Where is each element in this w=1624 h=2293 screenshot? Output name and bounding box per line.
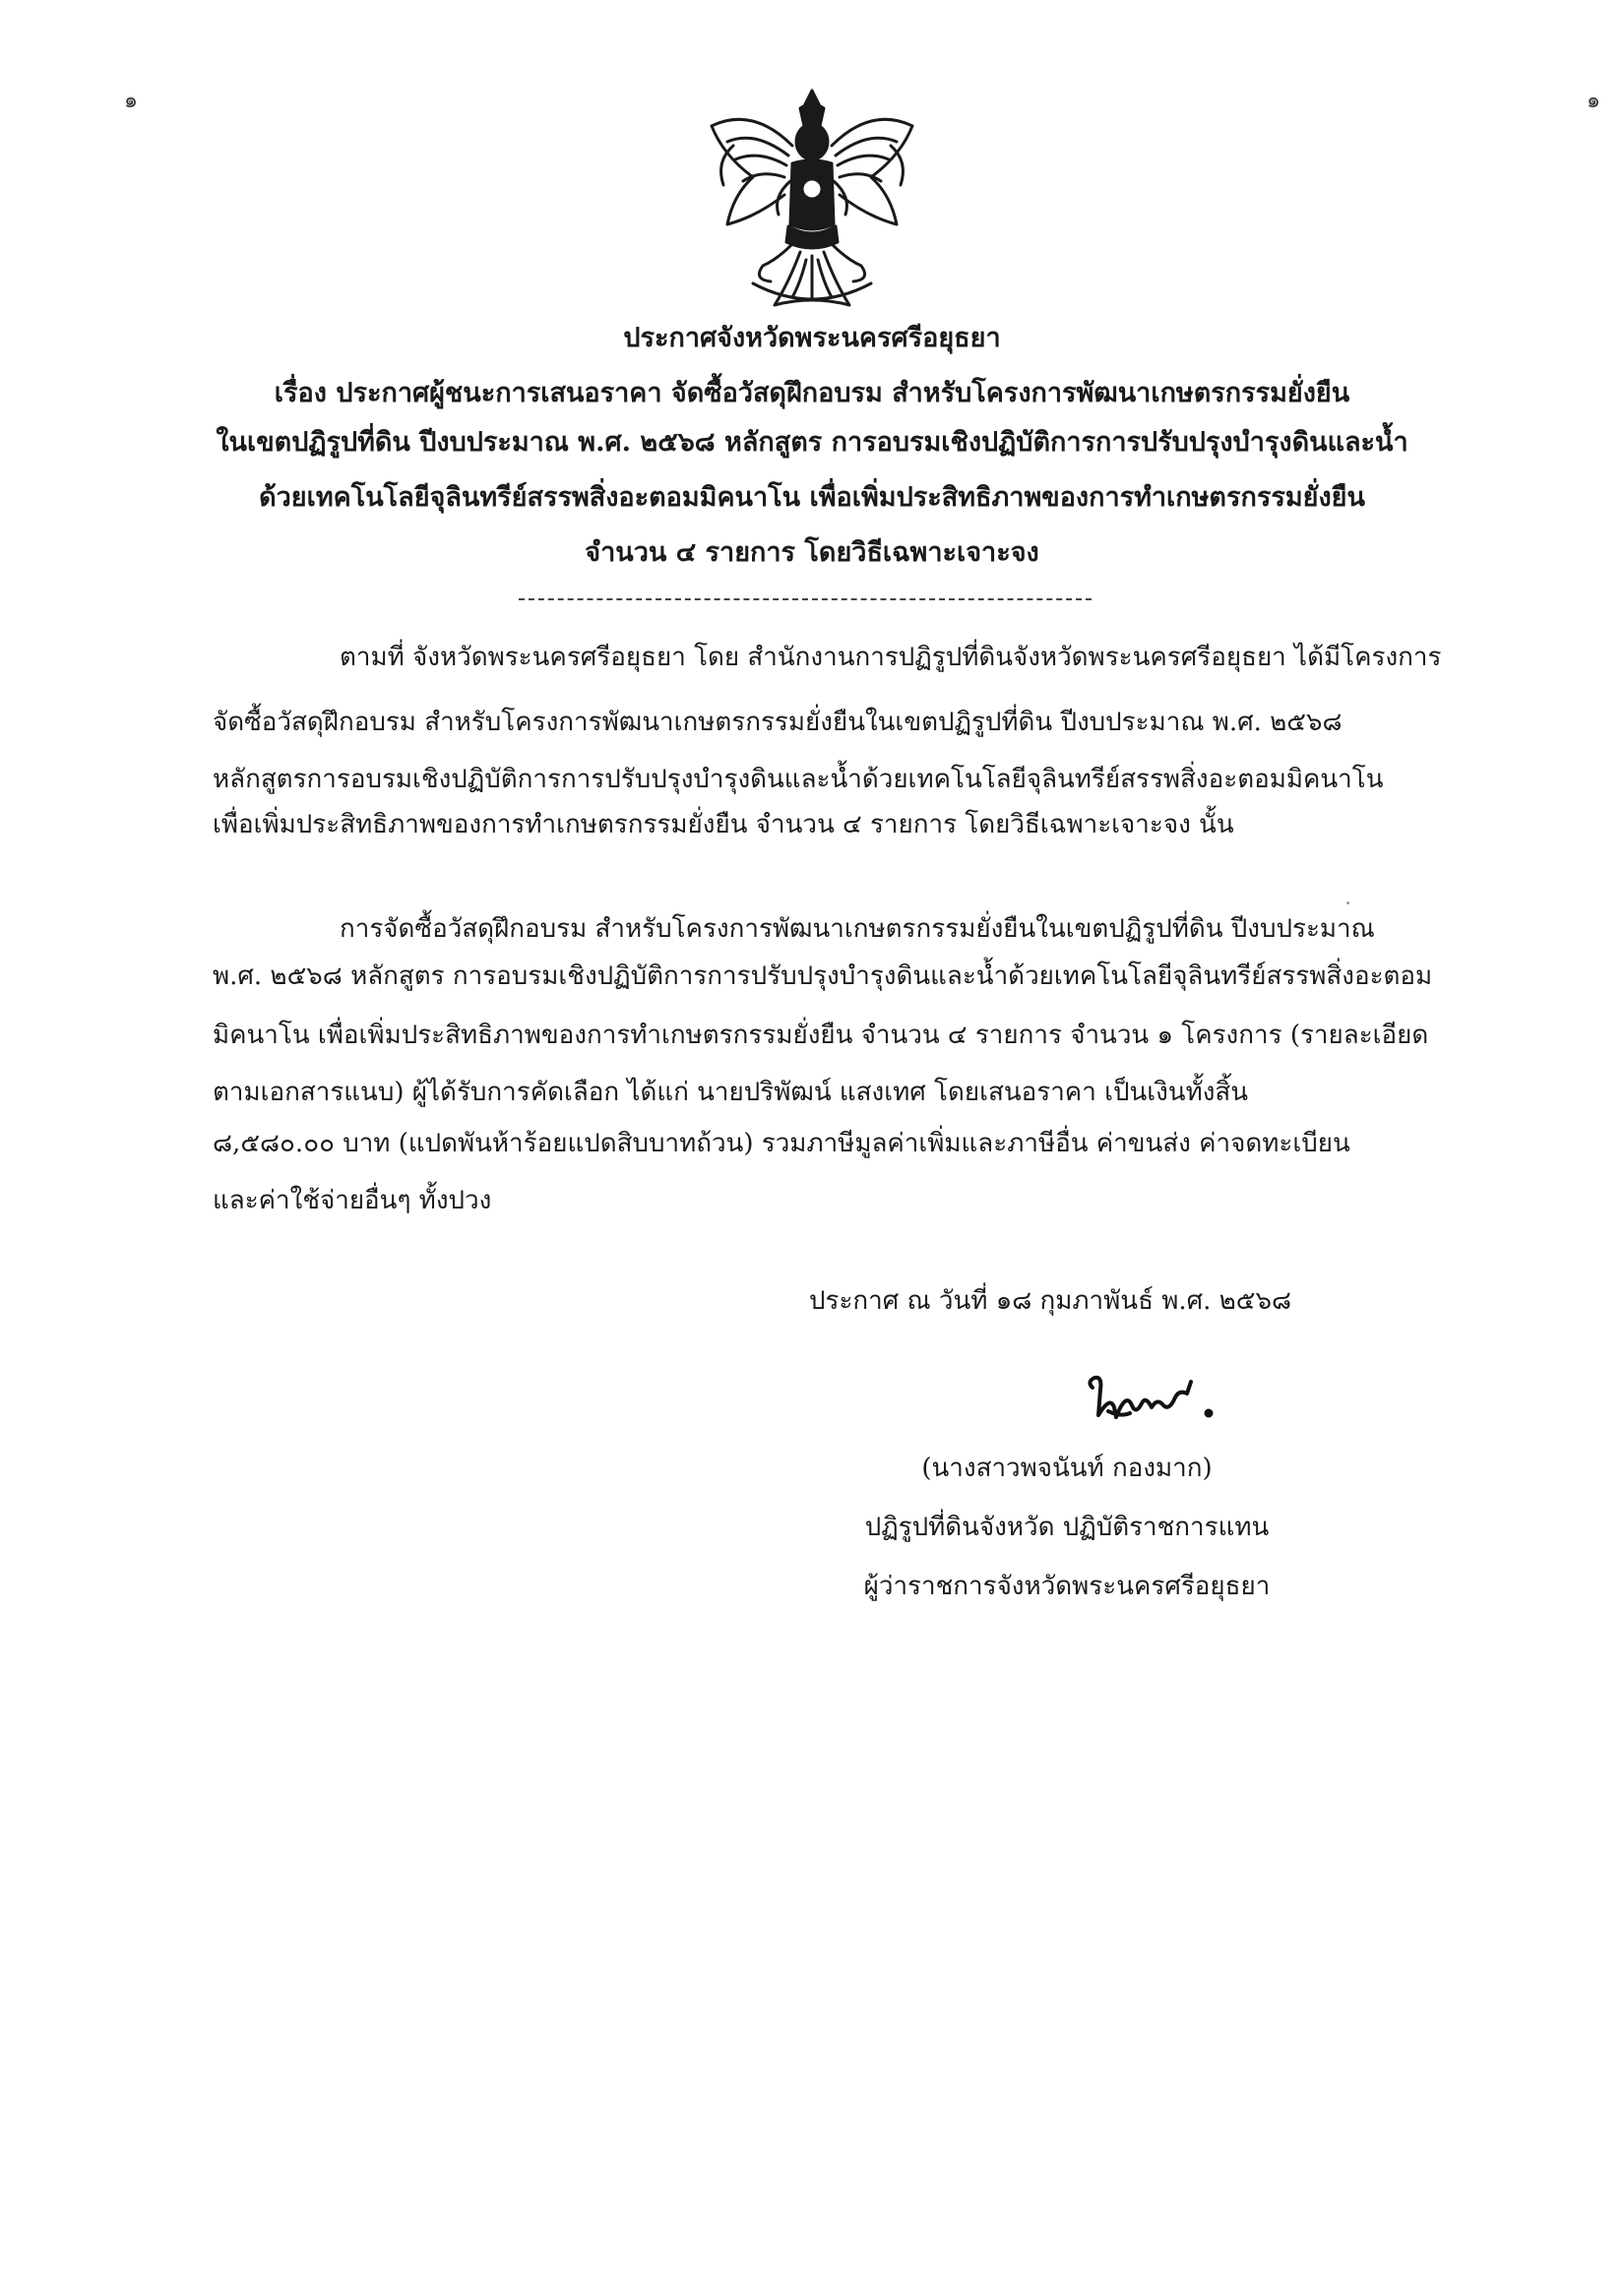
subject-line-1: เรื่อง ประกาศผู้ชนะการเสนอราคา จัดซื้อวัสดุฝึกอบรม สำหรับโครงการพัฒนาเกษตรกรรมยั่งยืน <box>274 378 1350 408</box>
subject-line-4: จำนวน ๔ รายการ โดยวิธีเฉพาะเจาะจง <box>585 537 1039 568</box>
subject-line-3: ด้วยเทคโนโลยีจุลินทรีย์สรรพสิ่งอะตอมมิคนาโน เพื่อเพิ่มประสิทธิภาพของการทำเกษตรกรรมยั่งยืน <box>259 482 1365 513</box>
paragraph-2-line-2: พ.ศ. ๒๕๖๘ หลักสูตร การอบรมเชิงปฏิบัติการการปรับปรุงบำรุงดินและน้ำด้วยเทคโนโลยีจุลินทรีย์สรรพสิ่งอะตอม <box>213 961 1433 991</box>
corner-mark-right: ๑ <box>1587 89 1600 113</box>
paragraph-1-line-4: เพื่อเพิ่มประสิทธิภาพของการทำเกษตรกรรมยั่งยืน จำนวน ๔ รายการ โดยวิธีเฉพาะเจาะจง นั้น <box>213 810 1234 839</box>
garuda-emblem-icon <box>694 87 930 323</box>
paragraph-2-line-1: การจัดซื้อวัสดุฝึกอบรม สำหรับโครงการพัฒนาเกษตรกรรมยั่งยืนในเขตปฏิรูปที่ดิน ปีงบประมาณ <box>340 914 1375 944</box>
stray-mark <box>1346 901 1349 904</box>
corner-mark-left: ๑ <box>124 89 138 113</box>
paragraph-2-line-5: ๘,๕๘๐.๐๐ บาท (แปดพันห้าร้อยแปดสิบบาทถ้วน) รวมภาษีมูลค่าเพิ่มและภาษีอื่น ค่าขนส่ง ค่าจดทะเบียน <box>213 1129 1350 1158</box>
paragraph-1-line-3: หลักสูตรการอบรมเชิงปฏิบัติการการปรับปรุงบำรุงดินและน้ำด้วยเทคโนโลยีจุลินทรีย์สรรพสิ่งอะตอมมิคนาโน <box>213 765 1384 794</box>
announcement-date: ประกาศ ณ วันที่ ๑๘ กุมภาพันธ์ พ.ศ. ๒๕๖๘ <box>809 1286 1292 1316</box>
paragraph-2-line-4: ตามเอกสารแนบ) ผู้ได้รับการคัดเลือก ได้แก่ นายปริพัฒน์ แสงเทศ โดยเสนอราคา เป็นเงินทั้งสิ้น <box>213 1078 1249 1107</box>
signatory-position-2: ผู้ว่าราชการจังหวัดพระนครศรีอยุธยา <box>863 1572 1271 1601</box>
handwritten-signature-icon <box>1081 1368 1228 1437</box>
signatory-position-1: ปฏิรูปที่ดินจังหวัด ปฏิบัติราชการแทน <box>864 1513 1270 1542</box>
paragraph-2-line-6: และค่าใช้จ่ายอื่นๆ ทั้งปวง <box>213 1186 492 1215</box>
paragraph-1-line-2: จัดซื้อวัสดุฝึกอบรม สำหรับโครงการพัฒนาเกษตรกรรมยั่งยืนในเขตปฏิรูปที่ดิน ปีงบประมาณ พ.ศ. ๒๕๖๘ <box>213 708 1343 737</box>
dashed-separator <box>519 598 1092 600</box>
paragraph-2-line-3: มิคนาโน เพื่อเพิ่มประสิทธิภาพของการทำเกษตรกรรมยั่งยืน จำนวน ๔ รายการ จำนวน ๑ โครงการ (รายละเอียด <box>213 1021 1429 1050</box>
paragraph-1-line-1: ตามที่ จังหวัดพระนครศรีอยุธยา โดย สำนักงานการปฏิรูปที่ดินจังหวัดพระนครศรีอยุธยา ได้มีโครงการ <box>340 643 1442 672</box>
subject-line-2: ในเขตปฏิรูปที่ดิน ปีงบประมาณ พ.ศ. ๒๕๖๘ หลักสูตร การอบรมเชิงปฏิบัติการการปรับปรุงบำรุงดินและน้ำ <box>216 427 1408 458</box>
signatory-name: (นางสาวพจนันท์ กองมาก) <box>921 1454 1213 1483</box>
announcement-title: ประกาศจังหวัดพระนครศรีอยุธยา <box>623 323 1001 353</box>
